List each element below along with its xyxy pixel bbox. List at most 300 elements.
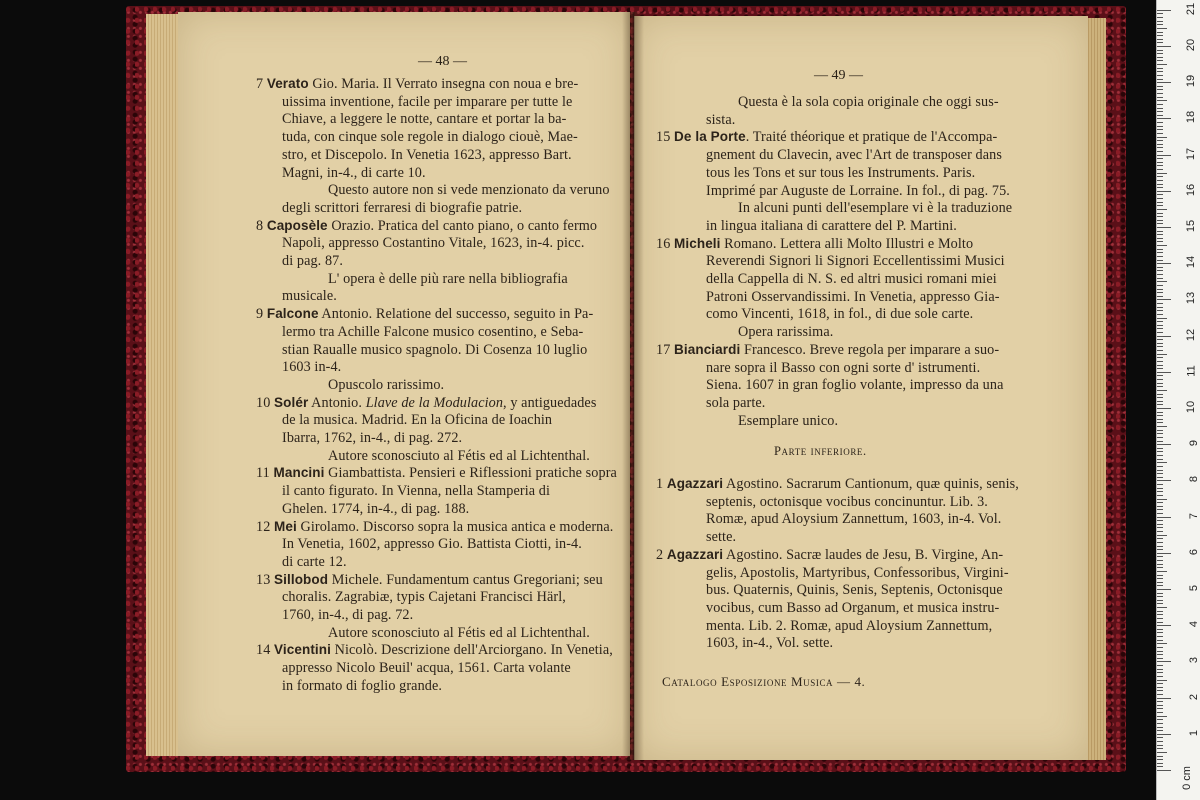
entry-first-line <box>256 572 603 589</box>
entry-author: Solér <box>274 394 309 410</box>
text-line: stro, et Discepolo. In Venetia 1623, appresso Bart. <box>282 146 572 163</box>
ruler-tick <box>1157 694 1163 695</box>
ruler-tick <box>1157 470 1163 471</box>
ruler-tick <box>1157 564 1163 565</box>
entry-number: 15 <box>656 129 675 146</box>
text-line: Patroni Osservandissimi. In Venetia, appresso Gia- <box>706 288 1000 305</box>
ruler-tick <box>1157 759 1163 760</box>
text-line: in formato di foglio grande. <box>282 677 443 694</box>
ruler-number: 11 <box>1185 365 1198 377</box>
text-line: lermo tra Achille Falcone musico cosentino, e Seba- <box>282 323 584 340</box>
ruler-tick <box>1157 632 1163 633</box>
ruler-tick <box>1157 770 1171 771</box>
entry-first-line <box>656 342 999 359</box>
ruler-tick <box>1157 191 1171 192</box>
ruler-tick <box>1157 252 1163 253</box>
ruler-tick <box>1157 491 1163 492</box>
ruler-tick <box>1157 187 1163 188</box>
entry-number: 17 <box>656 341 675 358</box>
ruler-tick <box>1157 430 1163 431</box>
ruler-tick <box>1157 79 1163 80</box>
entry-author: Sillobod <box>274 571 329 587</box>
ruler-number: 5 <box>1187 584 1200 592</box>
ruler-tick <box>1157 198 1163 199</box>
ruler-tick <box>1157 151 1163 152</box>
ruler-tick <box>1157 712 1163 713</box>
entry-title-italic: Llave de la Modulacion <box>365 394 504 411</box>
entry-text: Antonio. Relatione del successo, seguito in Pa- <box>318 306 594 323</box>
entry-number: 9 <box>256 306 267 323</box>
ruler-tick <box>1157 256 1163 257</box>
ruler-tick <box>1157 600 1163 601</box>
text-line: Autore sconosciuto al Fétis ed al Lichtenthal. <box>328 624 590 641</box>
ruler-tick <box>1157 220 1163 221</box>
ruler-tick <box>1157 614 1163 615</box>
entry-author: De la Porte <box>674 129 746 145</box>
ruler-tick <box>1157 701 1163 702</box>
ruler-tick <box>1157 97 1163 98</box>
ruler-tick <box>1157 502 1163 503</box>
ruler-tick <box>1157 238 1163 239</box>
ruler-tick <box>1157 39 1163 40</box>
ruler-tick <box>1157 50 1163 51</box>
ruler-tick <box>1157 216 1163 217</box>
ruler-tick <box>1157 658 1163 659</box>
ruler-tick <box>1157 397 1163 398</box>
ruler-tick <box>1157 488 1163 489</box>
ruler-tick <box>1157 473 1163 474</box>
ruler-tick <box>1157 386 1163 387</box>
ruler-tick <box>1157 441 1163 442</box>
ruler-tick <box>1157 24 1163 25</box>
ruler-tick <box>1157 86 1163 87</box>
ruler-tick <box>1157 571 1167 572</box>
ruler-tick <box>1157 611 1163 612</box>
ruler-tick <box>1157 419 1163 420</box>
ruler-tick <box>1157 752 1167 753</box>
ruler-tick <box>1157 354 1167 355</box>
entry-number: 11 <box>256 465 274 482</box>
ruler-tick <box>1157 321 1163 322</box>
ruler-tick <box>1157 462 1167 463</box>
ruler-tick <box>1157 741 1163 742</box>
ruler-tick <box>1157 433 1163 434</box>
ruler-tick <box>1157 372 1171 373</box>
ruler-tick <box>1157 71 1163 72</box>
ruler-tick <box>1157 546 1163 547</box>
page-number-right: — 49 — <box>814 68 863 83</box>
ruler-tick <box>1157 524 1163 525</box>
text-line: Questo autore non si vede menzionato da veruno <box>328 182 610 199</box>
entry-number: 8 <box>256 217 267 234</box>
entry-text: Orazio. Pratica del canto piano, o canto fermo <box>327 217 598 234</box>
entry-text: Michele. Fundamentum cantus Gregoriani; seu <box>328 571 603 588</box>
ruler-tick <box>1157 310 1163 311</box>
ruler-tick <box>1157 727 1163 728</box>
entry-text: Giambattista. Pensieri e Riflessioni pratiche sopra <box>324 465 617 482</box>
ruler-tick <box>1157 263 1171 264</box>
text-line: nare sopra il Basso con ogni sorte d' istrumenti. <box>706 359 981 376</box>
ruler-tick <box>1157 509 1163 510</box>
text-line: tuda, con cinque sole regole in dialogo ciouè, Mae- <box>282 129 578 146</box>
ruler-tick <box>1157 318 1167 319</box>
ruler-tick <box>1157 517 1171 518</box>
ruler-tick <box>1157 10 1171 11</box>
text-line: tous les Tons et sur tous les Instruments. Paris. <box>706 164 976 181</box>
entry-number: 14 <box>256 642 275 659</box>
ruler-tick <box>1157 213 1163 214</box>
ruler-tick <box>1157 412 1163 413</box>
text-line: Autore sconosciuto al Fétis ed al Lichtenthal. <box>328 447 590 464</box>
entry-author: Vicentini <box>274 642 331 658</box>
ruler-tick <box>1157 683 1163 684</box>
ruler-tick <box>1157 89 1163 90</box>
ruler-tick <box>1157 202 1163 203</box>
page-number-left: — 48 — <box>418 54 467 69</box>
text-line: vocibus, cum Basso ad Organum, et musica instru- <box>706 599 1000 616</box>
ruler-tick <box>1157 745 1163 746</box>
ruler-tick <box>1157 343 1163 344</box>
entry-text: Francesco. Breve regola per imparare a suo- <box>740 341 1000 358</box>
ruler-tick <box>1157 194 1163 195</box>
entry-number: 2 <box>656 546 667 563</box>
ruler-tick <box>1157 723 1163 724</box>
ruler-tick <box>1157 292 1163 293</box>
page-footer: Catalogo Esposizione Musica — 4. <box>662 674 866 689</box>
entry-author: Falcone <box>266 306 319 322</box>
entry-first-line <box>256 642 613 659</box>
ruler-number: 6 <box>1187 548 1200 555</box>
ruler-number: 17 <box>1184 147 1197 160</box>
ruler-number: 13 <box>1184 292 1197 305</box>
ruler-tick <box>1157 484 1163 485</box>
entry-author: Micheli <box>674 235 721 251</box>
text-line: stian Raualle musico spagnolo. Di Cosenza 10 luglio <box>282 341 588 358</box>
ruler-tick <box>1157 527 1163 528</box>
ruler-tick <box>1157 603 1163 604</box>
entry-number: 16 <box>656 235 675 252</box>
ruler-tick <box>1157 451 1163 452</box>
ruler-tick <box>1157 296 1163 297</box>
entry-author: Mancini <box>273 465 325 481</box>
ruler-tick <box>1157 350 1163 351</box>
ruler-tick <box>1157 535 1167 536</box>
ruler-tick <box>1157 394 1163 395</box>
ruler-tick <box>1157 365 1163 366</box>
entry-text: Agostino. Sacræ laudes de Jesu, B. Virgine, An- <box>723 546 1004 563</box>
ruler-tick <box>1157 408 1171 409</box>
text-line: Opuscolo rarissimo. <box>328 376 445 393</box>
book-gutter <box>622 12 644 760</box>
entry-first-line <box>656 129 997 146</box>
entry-author: Mei <box>274 518 297 534</box>
ruler-tick <box>1157 560 1163 561</box>
ruler-tick <box>1157 64 1167 65</box>
ruler-tick <box>1157 35 1163 36</box>
ruler-tick <box>1157 328 1163 329</box>
ruler-tick <box>1157 314 1163 315</box>
ruler-tick <box>1157 75 1163 76</box>
ruler-tick <box>1157 422 1163 423</box>
ruler-tick <box>1157 401 1163 402</box>
ruler-tick <box>1157 93 1163 94</box>
ruler-tick <box>1157 133 1163 134</box>
ruler-tick <box>1157 448 1163 449</box>
ruler-tick <box>1157 118 1171 119</box>
ruler-tick <box>1157 625 1171 626</box>
ruler-number: 19 <box>1184 75 1197 88</box>
text-line: Romæ, apud Aloysium Zannettum, 1603, in-4. Vol. <box>706 511 1002 528</box>
ruler-number: 14 <box>1184 256 1197 269</box>
ruler-number: 4 <box>1187 621 1200 628</box>
ruler-tick <box>1157 437 1163 438</box>
ruler-tick <box>1157 607 1167 608</box>
ruler-tick <box>1157 205 1163 206</box>
ruler-tick <box>1157 53 1163 54</box>
entry-first-line <box>256 306 593 323</box>
ruler-tick <box>1157 303 1163 304</box>
text-line: como Vincenti, 1618, in fol., di due sole carte. <box>706 306 974 323</box>
text-line: 1603 in-4. <box>282 359 342 376</box>
ruler-number: 16 <box>1184 183 1197 196</box>
text-line: de la musica. Madrid. En la Oficina de Ioachin <box>282 412 553 429</box>
entry-number: 12 <box>256 518 275 535</box>
ruler-tick <box>1157 32 1163 33</box>
ruler-tick <box>1157 756 1163 757</box>
ruler-tick <box>1157 643 1167 644</box>
ruler-tick <box>1157 444 1171 445</box>
right-page <box>634 16 1088 760</box>
ruler-tick <box>1157 274 1163 275</box>
entry-number: 1 <box>656 476 667 492</box>
ruler-tick <box>1157 477 1163 478</box>
ruler-tick <box>1157 690 1163 691</box>
ruler-tick <box>1157 748 1163 749</box>
entry-text: Antonio. <box>308 394 366 411</box>
ruler-tick <box>1157 249 1163 250</box>
ruler-tick <box>1157 415 1163 416</box>
ruler-number: 7 <box>1187 512 1200 519</box>
ruler-tick <box>1157 60 1163 61</box>
entry-first-line <box>656 547 1003 564</box>
ruler-tick <box>1157 260 1163 261</box>
text-line: Chiave, a leggere le notte, cantare et portar la ba- <box>282 111 567 128</box>
ruler-tick <box>1157 567 1163 568</box>
entry-first-line <box>256 76 578 93</box>
ruler-tick <box>1157 585 1163 586</box>
entry-author: Verato <box>266 76 309 91</box>
ruler-tick <box>1157 716 1167 717</box>
ruler-tick <box>1157 556 1163 557</box>
ruler-tick <box>1157 332 1163 333</box>
ruler-tick <box>1157 383 1163 384</box>
ruler-tick <box>1157 578 1163 579</box>
ruler-tick <box>1157 129 1163 130</box>
ruler-tick <box>1157 13 1163 14</box>
text-line: sette. <box>706 529 737 546</box>
ruler-tick <box>1157 281 1167 282</box>
ruler-tick <box>1157 346 1163 347</box>
ruler-number: 21 <box>1184 2 1197 15</box>
ruler-tick <box>1157 28 1167 29</box>
ruler-tick <box>1157 654 1163 655</box>
ruler-tick <box>1157 289 1163 290</box>
ruler-tick <box>1157 542 1163 543</box>
ruler-tick <box>1157 669 1163 670</box>
ruler-tick <box>1157 622 1163 623</box>
left-page <box>178 12 630 756</box>
ruler-tick <box>1157 676 1163 677</box>
ruler-tick <box>1157 357 1163 358</box>
entry-author: Agazzari <box>666 476 724 491</box>
ruler-tick <box>1157 299 1171 300</box>
ruler-tick <box>1157 734 1171 735</box>
ruler-tick <box>1157 223 1163 224</box>
text-line: 1760, in-4., di pag. 72. <box>282 607 414 623</box>
text-line: Ghelen. 1774, in-4., di pag. 188. <box>282 500 470 517</box>
ruler-tick <box>1157 763 1163 764</box>
ruler-tick <box>1157 651 1163 652</box>
text-line: sista. <box>706 111 736 128</box>
ruler-tick <box>1157 100 1167 101</box>
entry-text: Romano. Lettera alli Molto Illustri e Molto <box>720 235 974 252</box>
ruler-tick <box>1157 531 1163 532</box>
text-line: musicale. <box>282 288 337 305</box>
entry-first-line <box>256 465 617 482</box>
ruler-number: 10 <box>1184 400 1197 414</box>
text-line: gelis, Apostolis, Martyribus, Confessoribus, Virgini- <box>706 564 1009 581</box>
ruler-tick <box>1157 336 1171 337</box>
entry-text: Gio. Maria. Il Verrato insegna con noua e bre- <box>308 76 579 92</box>
ruler-tick <box>1157 368 1163 369</box>
ruler-tick <box>1157 241 1163 242</box>
measuring-ruler <box>1156 0 1200 800</box>
ruler-tick <box>1157 459 1163 460</box>
ruler-tick <box>1157 173 1167 174</box>
ruler-tick <box>1157 719 1163 720</box>
text-line: Siena. 1607 in gran foglio volante, impresso da una <box>706 377 1004 394</box>
ruler-tick <box>1157 209 1167 210</box>
ruler-tick <box>1157 687 1163 688</box>
ruler-tick <box>1157 379 1163 380</box>
entry-text: Agostino. Sacrarum Cantionum, quæ quinis, senis, <box>723 476 1019 492</box>
text-line: choralis. Zagrabiæ, typis Cajetani Francisci Härl, <box>282 589 566 606</box>
entry-first-line <box>256 395 596 412</box>
ruler-tick <box>1157 227 1171 228</box>
ruler-tick <box>1157 165 1163 166</box>
ruler-tick <box>1157 111 1163 112</box>
ruler-tick <box>1157 589 1171 590</box>
text-line: L' opera è delle più rare nella bibliografia <box>328 270 568 287</box>
ruler-tick <box>1157 549 1163 550</box>
ruler-tick <box>1157 339 1163 340</box>
ruler-tick <box>1157 680 1167 681</box>
text-line: menta. Lib. 2. Romæ, apud Aloysium Zannettum, <box>706 617 993 634</box>
ruler-number: 2 <box>1187 693 1200 700</box>
ruler-tick <box>1157 21 1163 22</box>
ruler-tick <box>1157 68 1163 69</box>
text-line: degli scrittori ferraresi di biografie patrie. <box>282 199 523 216</box>
ruler-tick <box>1157 596 1163 597</box>
ruler-tick <box>1157 538 1163 539</box>
entry-first-line <box>656 236 973 253</box>
ruler-tick <box>1157 672 1163 673</box>
text-line: Imprimé par Auguste de Lorraine. In fol., di pag. 75. <box>706 182 1010 199</box>
ruler-tick <box>1157 375 1163 376</box>
ruler-tick <box>1157 390 1167 391</box>
ruler-tick <box>1157 553 1171 554</box>
ruler-tick <box>1157 520 1163 521</box>
section-heading: Parte inferiore. <box>774 444 867 459</box>
ruler-tick <box>1157 582 1163 583</box>
text-line: Reverendi Signori li Signori Eccellentissimi Musici <box>706 253 1005 270</box>
ruler-tick <box>1157 647 1163 648</box>
ruler-number: 3 <box>1187 657 1200 664</box>
ruler-tick <box>1157 180 1163 181</box>
ruler-tick <box>1157 140 1163 141</box>
text-line: bus. Quaternis, Quinis, Senis, Septenis, Octonisque <box>706 582 1003 599</box>
text-line: il canto figurato. In Vienna, nella Stamperia di <box>282 483 551 500</box>
ruler-tick <box>1157 147 1163 148</box>
text-line: gnement du Clavecin, avec l'Art de transposer dans <box>706 147 1002 164</box>
text-line: della Cappella di N. S. ed altri musici romani miei <box>706 271 997 287</box>
ruler-unit-label: 0 cm <box>1181 766 1194 790</box>
text-line: Opera rarissima. <box>738 324 834 341</box>
ruler-number: 20 <box>1184 38 1197 52</box>
ruler-tick <box>1157 618 1163 619</box>
entry-number: 13 <box>256 571 275 588</box>
text-line: In Venetia, 1602, appresso Gio. Battista Ciotti, in-4. <box>282 536 582 553</box>
text-line: di pag. 87. <box>282 253 343 269</box>
text-line: septenis, octonisque vocibus concinuntur. Lib. 3. <box>706 493 988 510</box>
ruler-tick <box>1157 636 1163 637</box>
ruler-number: 15 <box>1184 219 1197 233</box>
ruler-tick <box>1157 162 1163 163</box>
entry-author: Agazzari <box>666 546 724 562</box>
ruler-tick <box>1157 698 1171 699</box>
ruler-tick <box>1157 144 1163 145</box>
ruler-tick <box>1157 361 1163 362</box>
ruler-tick <box>1157 267 1163 268</box>
ruler-tick <box>1157 231 1163 232</box>
ruler-tick <box>1157 513 1163 514</box>
text-line: Questa è la sola copia originale che oggi sus- <box>738 94 999 110</box>
text-line: Esemplare unico. <box>738 412 839 429</box>
ruler-number: 18 <box>1184 111 1197 124</box>
entry-number: 10 <box>256 394 275 411</box>
ruler-tick <box>1157 661 1171 662</box>
ruler-tick <box>1157 234 1163 235</box>
ruler-tick <box>1157 665 1163 666</box>
ruler-tick <box>1157 176 1163 177</box>
ruler-number: 12 <box>1184 328 1197 341</box>
entry-first-line <box>656 476 1019 493</box>
entry-first-line <box>256 519 613 536</box>
text-line: uissima inventione, facile per imparare per tutte le <box>282 93 573 110</box>
ruler-tick <box>1157 104 1163 105</box>
ruler-tick <box>1157 426 1167 427</box>
text-line: Magni, in-4., di carte 10. <box>282 164 426 181</box>
entry-number: 7 <box>256 76 267 92</box>
entry-author: Caposèle <box>266 217 328 233</box>
ruler-tick <box>1157 155 1171 156</box>
ruler-tick <box>1157 158 1163 159</box>
entry-text: . Traité théorique et pratique de l'Accompa- <box>745 129 998 146</box>
ruler-tick <box>1157 455 1163 456</box>
ruler-tick <box>1157 506 1163 507</box>
text-line: appresso Nicolo Beuil' acqua, 1561. Carta volante <box>282 660 571 677</box>
ruler-tick <box>1157 593 1163 594</box>
